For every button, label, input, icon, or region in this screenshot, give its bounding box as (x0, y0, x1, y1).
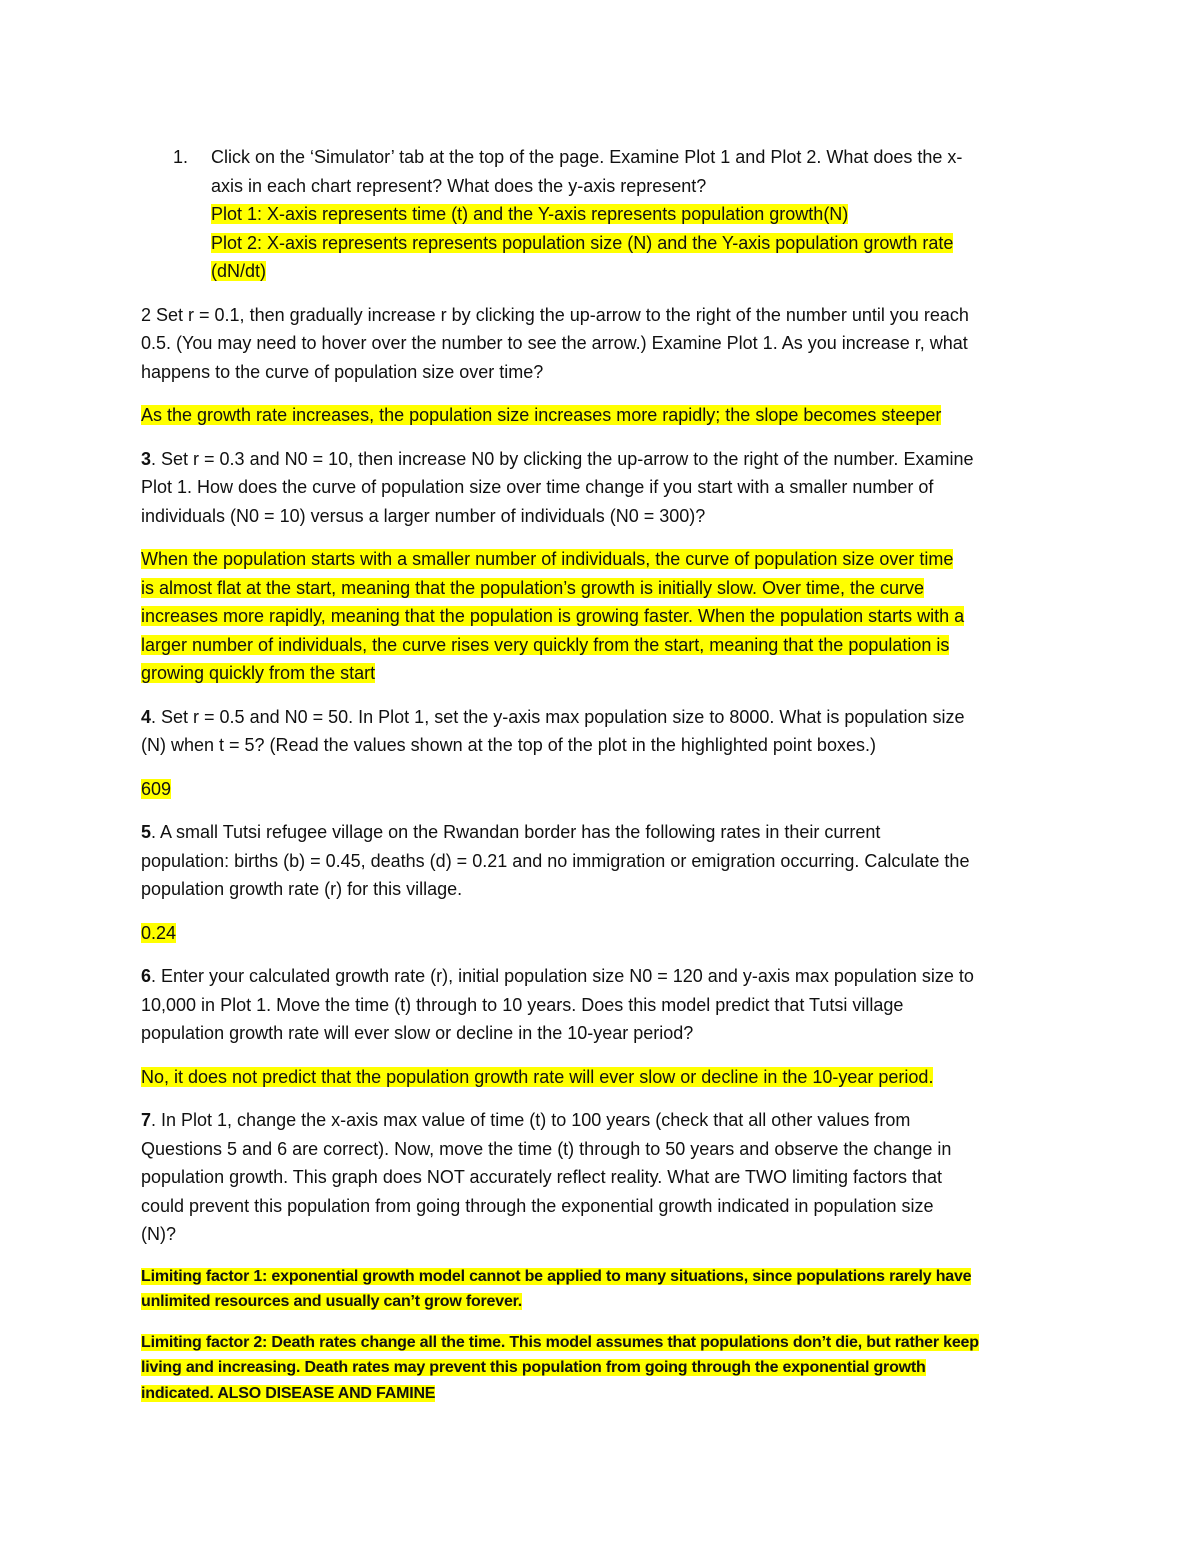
answer-line: larger number of individuals, the curve rises very quickly from the start, meaning that the population is (141, 634, 950, 655)
question-3-text-line: . Set r = 0.3 and N0 = 10, then increase N0 by clicking the up-arrow to the right of the number. Examine (151, 448, 974, 469)
question-number: 3 (141, 448, 152, 469)
question-number: 5 (141, 822, 152, 842)
question-number: 7 (141, 1110, 152, 1130)
question-2 (141, 301, 1061, 387)
question-1-answer-line: Plot 1: X-axis represents time (t) and the Y-axis represents population growth(N) (211, 204, 849, 224)
answer-line: increases more rapidly, meaning that the population is growing faster. When the population starts with a (141, 606, 965, 626)
question-1-answer-line: Plot 2: X-axis represents represents population size (N) and the Y-axis population growth rate (211, 232, 954, 253)
question-4-text-line: (N) when t = 5? (Read the values shown at the top of the plot in the highlighted point boxes.) (141, 735, 876, 755)
question-number: 4 (141, 706, 152, 727)
question-1 (141, 143, 1061, 286)
question-6-text-line: . Enter your calculated growth rate (r), initial population size N0 = 120 and y-axis max population size to (151, 966, 974, 986)
question-7 (141, 1106, 1061, 1249)
question-3-text-line: individuals (N0 = 10) versus a larger number of individuals (N0 = 300)? (141, 505, 706, 526)
limiting-factor-2 (141, 1330, 1061, 1407)
question-6-text-line: 10,000 in Plot 1. Move the time (t) through to 10 years. Does this model predict that Tutsi village (141, 994, 904, 1015)
question-6 (141, 962, 1061, 1048)
answer-line: indicated. ALSO DISEASE AND FAMINE (141, 1384, 436, 1402)
question-1-answer-line: (dN/dt) (211, 261, 267, 281)
answer-line: is almost flat at the start, meaning that the population’s growth is initially slow. Over time, the curve (141, 577, 925, 598)
question-2-answer: As the growth rate increases, the population size increases more rapidly; the slope becomes steeper (141, 405, 942, 425)
question-number: 6 (141, 966, 152, 986)
question-5-text-line: population: births (b) = 0.45, deaths (d) = 0.21 and no immigration or emigration occurring. Calculate the (141, 850, 970, 871)
answer-line: living and increasing. Death rates may prevent this population from going through the exponential growth (141, 1359, 926, 1376)
question-7-text-line: . In Plot 1, change the x-axis max value of time (t) to 100 years (check that all other values from (151, 1110, 911, 1130)
question-7-text-line: (N)? (141, 1224, 176, 1244)
answer-line: unlimited resources and usually can’t grow forever. (141, 1293, 523, 1310)
question-5-answer: 0.24 (141, 922, 177, 943)
question-7-text-line: could prevent this population from going through the exponential growth indicated in population size (141, 1195, 934, 1216)
answer-line: Limiting factor 2: Death rates change all the time. This model assumes that populations don’t die, but rather keep (141, 1333, 979, 1351)
question-5-text-line: . A small Tutsi refugee village on the Rwandan border has the following rates in their current (151, 822, 881, 842)
question-3-answer (141, 545, 1061, 688)
answer-line: When the population starts with a smaller number of individuals, the curve of population size over time (141, 549, 954, 569)
question-2-text-line: happens to the curve of population size over time? (141, 361, 544, 382)
question-4 (141, 703, 1061, 760)
question-7-text-line: population growth. This graph does NOT accurately reflect reality. What are TWO limiting factors that (141, 1167, 943, 1187)
question-6-answer: No, it does not predict that the population growth rate will ever slow or decline in the 10-year period. (141, 1066, 934, 1087)
question-6-text-line: population growth rate will ever slow or decline in the 10-year period? (141, 1023, 694, 1043)
list-number: 1. (173, 147, 189, 167)
question-2-text-line: 0.5. (You may need to hover over the number to see the arrow.) Examine Plot 1. As you increase r, what (141, 333, 968, 353)
question-5-text-line: population growth rate (r) for this village. (141, 879, 463, 899)
document-content (141, 143, 1061, 1406)
question-3 (141, 445, 1061, 531)
limiting-factor-1 (141, 1264, 1061, 1315)
answer-line: growing quickly from the start (141, 663, 376, 683)
question-2-text-line: 2 Set r = 0.1, then gradually increase r by clicking the up-arrow to the right of the number until you reach (141, 304, 969, 325)
question-4-text-line: . Set r = 0.5 and N0 = 50. In Plot 1, set the y-axis max population size to 8000. What is population size (151, 706, 965, 727)
question-3-text-line: Plot 1. How does the curve of population size over time change if you start with a smaller number of (141, 477, 934, 497)
question-7-text-line: Questions 5 and 6 are correct). Now, move the time (t) through to 50 years and observe the change in (141, 1138, 952, 1159)
question-5 (141, 818, 1061, 904)
question-4-answer: 609 (141, 778, 172, 799)
answer-line: Limiting factor 1: exponential growth model cannot be applied to many situations, since populations rarely have (141, 1267, 972, 1285)
question-1-text-line: Click on the ‘Simulator’ tab at the top of the page. Examine Plot 1 and Plot 2. What does the x- (211, 147, 963, 167)
question-1-text-line: axis in each chart represent? What does the y-axis represent? (211, 175, 707, 196)
